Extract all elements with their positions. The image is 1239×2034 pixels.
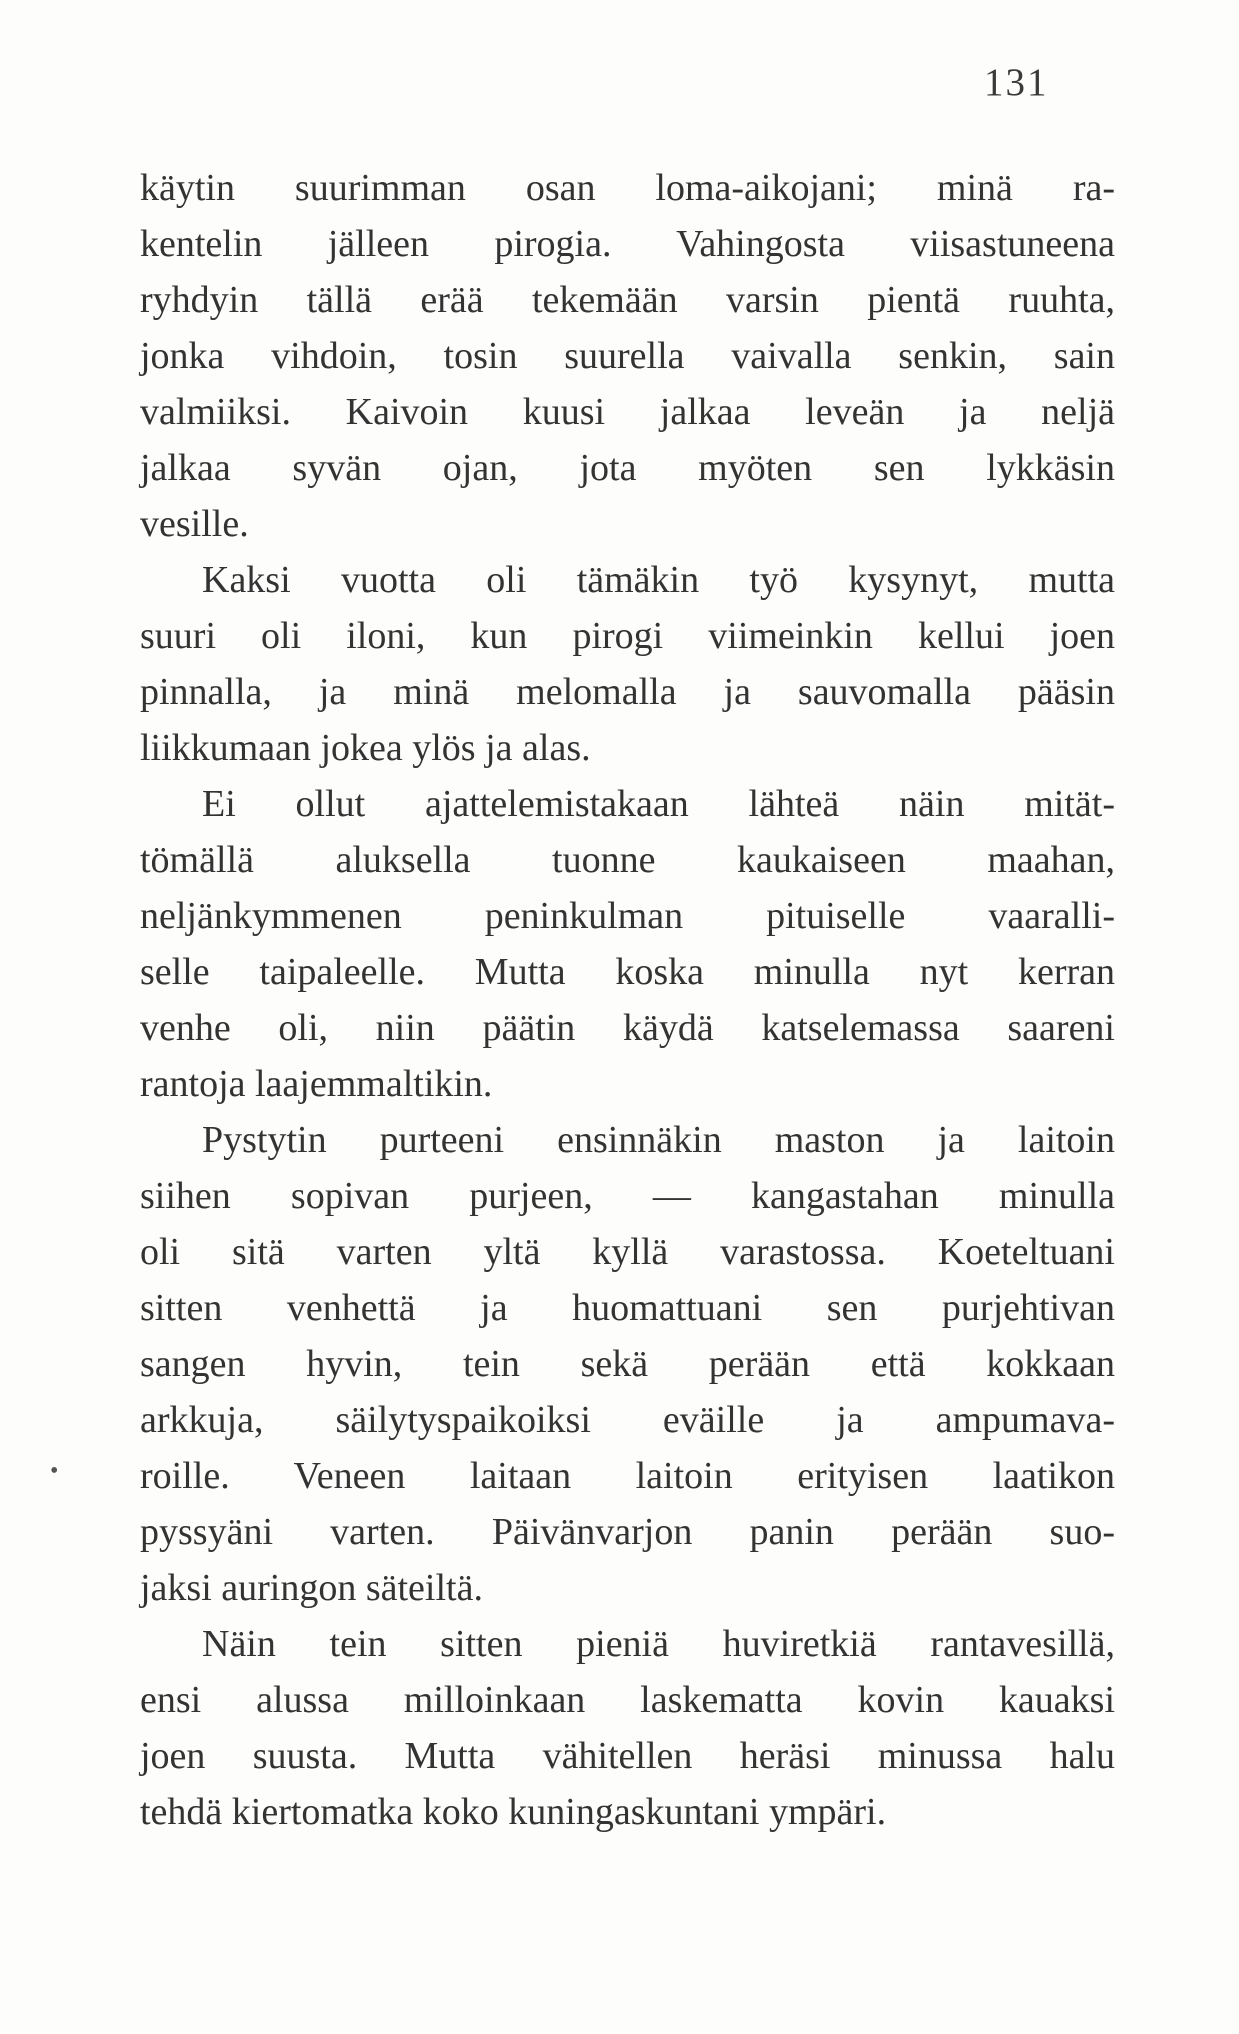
text-line: sitten venhettä ja huomattuani sen purjehtivan — [140, 1287, 1115, 1329]
text-line: liikkumaan jokea ylös ja alas. — [140, 727, 591, 769]
text-line: venhe oli, niin päätin käydä katselemassa saareni — [140, 1007, 1115, 1049]
text-line: siihen sopivan purjeen, — kangastahan minulla — [140, 1175, 1115, 1217]
text-line: vesille. — [140, 503, 249, 545]
text-line: Ei ollut ajattelemistakaan lähteä näin mität- — [202, 783, 1115, 825]
text-line: selle taipaleelle. Mutta koska minulla nyt kerran — [140, 951, 1115, 993]
text-line: neljänkymmenen peninkulman pituiselle vaaralli- — [140, 895, 1115, 937]
text-line: Pystytin purteeni ensinnäkin maston ja laitoin — [202, 1119, 1115, 1161]
text-line: jalkaa syvän ojan, jota myöten sen lykkäsin — [140, 447, 1115, 489]
text-line: sangen hyvin, tein sekä perään että kokkaan — [140, 1343, 1115, 1385]
text-line: oli sitä varten yltä kyllä varastossa. Koeteltuani — [140, 1231, 1115, 1273]
text-line: tömällä aluksella tuonne kaukaiseen maahan, — [140, 839, 1115, 881]
text-line: arkkuja, säilytyspaikoiksi eväille ja ampumava- — [140, 1399, 1115, 1441]
text-line: kentelin jälleen pirogia. Vahingosta viisastuneena — [140, 223, 1115, 265]
text-line: tehdä kiertomatka koko kuningaskuntani ympäri. — [140, 1791, 887, 1833]
text-line: Kaksi vuotta oli tämäkin työ kysynyt, mutta — [202, 559, 1115, 601]
text-line: käytin suurimman osan loma-aikojani; minä ra- — [140, 167, 1115, 209]
text-line: rantoja laajemmaltikin. — [140, 1063, 493, 1105]
text-line: jonka vihdoin, tosin suurella vaivalla senkin, sain — [140, 335, 1115, 377]
page-number: 131 — [984, 61, 1049, 104]
text-line: valmiiksi. Kaivoin kuusi jalkaa leveän ja neljä — [140, 391, 1115, 433]
body-text — [140, 160, 1115, 1840]
text-line: roille. Veneen laitaan laitoin erityisen laatikon — [140, 1455, 1115, 1497]
text-line: ryhdyin tällä erää tekemään varsin pientä ruuhta, — [140, 279, 1115, 321]
text-line: jaksi auringon säteiltä. — [140, 1567, 483, 1609]
text-line: suuri oli iloni, kun pirogi viimeinkin kellui joen — [140, 615, 1115, 657]
text-line: pinnalla, ja minä melomalla ja sauvomalla pääsin — [140, 671, 1115, 713]
text-line: ensi alussa milloinkaan laskematta kovin kauaksi — [140, 1679, 1115, 1721]
text-line: Näin tein sitten pieniä huviretkiä rantavesillä, — [202, 1623, 1115, 1665]
text-line: pyssyäni varten. Päivänvarjon panin perään suo- — [140, 1511, 1115, 1553]
text-line: joen suusta. Mutta vähitellen heräsi minussa halu — [140, 1735, 1115, 1777]
margin-mark: • — [50, 1458, 59, 1484]
